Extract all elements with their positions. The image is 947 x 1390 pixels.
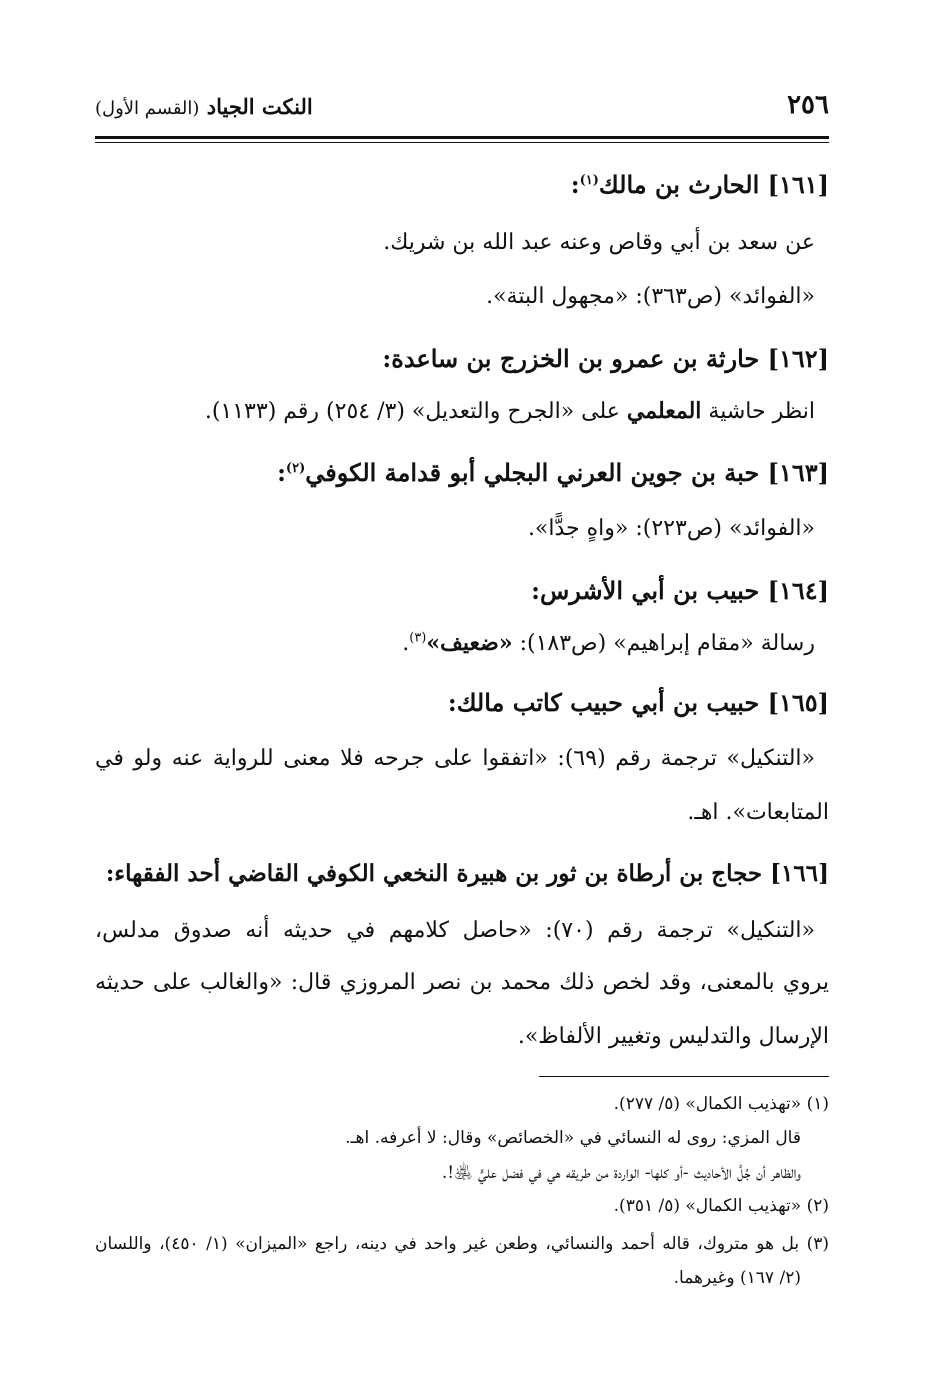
entry-text-161-2: «الفوائد» (ص٣٦٣): «مجهول البتة». [486,284,815,309]
footnote-1-cont-1: قال المزي: روى له النسائي في «الخصائص» وقال: لا أعرفه. اهـ. [345,1128,801,1148]
entry-text-161-1: عن سعد بن أبي وقاص وعنه عبد الله بن شريك. [383,230,815,255]
entry-heading-165: [١٦٥] حبيب بن أبي حبيب كاتب مالك: [447,688,829,717]
book-part: (القسم الأول) [95,98,200,119]
entry-text-163: «الفوائد» (ص٢٢٣): «واهٍ جدًّا». [527,516,815,541]
page-number: ٢٥٦ [787,90,829,120]
book-title-main: النكت الجياد [206,94,313,119]
footnote-1: (١) «تهذيب الكمال» (٥/ ٢٧٧). [613,1094,829,1114]
entry-text-165-1: «التنكيل» ترجمة رقم (٦٩): «اتفقوا على جرحه فلا معنى للرواية عنه ولو في [95,746,815,771]
book-title [95,94,313,119]
entry-heading-166: [١٦٦] حجاج بن أرطاة بن ثور بن هبيرة النخعي الكوفي القاضي أحد الفقهاء: [105,860,829,887]
entry-text-165-2: المتابعات». اهـ. [687,800,829,825]
footnote-ref-3: (٣) [409,630,427,646]
author-name-bold: المعلمي [626,398,702,424]
entry-heading-162: [١٦٢] حارثة بن عمرو بن الخزرج بن ساعدة: [382,344,829,373]
footnote-separator [539,1076,829,1077]
header-rule-thin [95,142,829,143]
entry-heading-163: [١٦٣] حبة بن جوين العرني البجلي أبو قدامة الكوفي$^{(٢)}$: [277,458,829,487]
entry-text-162: انظر حاشية المعلمي على «الجرح والتعديل» (٣/ ٢٥٤) رقم (١١٣٣). [204,398,815,424]
running-header [95,92,829,122]
entry-text-164: رسالة «مقام إبراهيم» (ص١٨٣): «ضعيف»$^{(٣)}$. [402,630,815,656]
footnote-1-cont-2: والظاهر أن جُلَّ الأحاديث -أو كلها- الواردة من طريقه هي في فضل عليٍّ ﵁!. [441,1163,801,1183]
entry-heading-161: [١٦١] الحارث بن مالك$^{(١)}$: [570,170,829,199]
footnote-ref-2: (٢) [285,461,306,476]
footnote-2: (٢) «تهذيب الكمال» (٥/ ٣٥١). [613,1196,829,1216]
entry-heading-164: [١٦٤] حبيب بن أبي الأشرس: [531,576,829,605]
entry-text-166-2: يروي بالمعنى، وقد لخص ذلك محمد بن نصر المروزي قال: «والغالب على حديثه [95,970,829,995]
footnote-ref-1: (١) [579,173,599,188]
footnote-3: (٣) بل هو متروك، قاله أحمد والنسائي، وطعن غير واحد في دينه، راجع «الميزان» (١/ ٤٥٠)، واللسان [95,1234,830,1254]
header-rule-thick [95,136,829,139]
entry-text-166-1: «التنكيل» ترجمة رقم (٧٠): «حاصل كلامهم في حديثه أنه صدوق مدلس، [95,918,815,943]
entry-text-166-3: الإرسال والتدليس وتغيير الألفاظ». [517,1024,829,1049]
footnote-3-cont: (٢/ ١٦٧) وغيرهما. [673,1268,801,1288]
